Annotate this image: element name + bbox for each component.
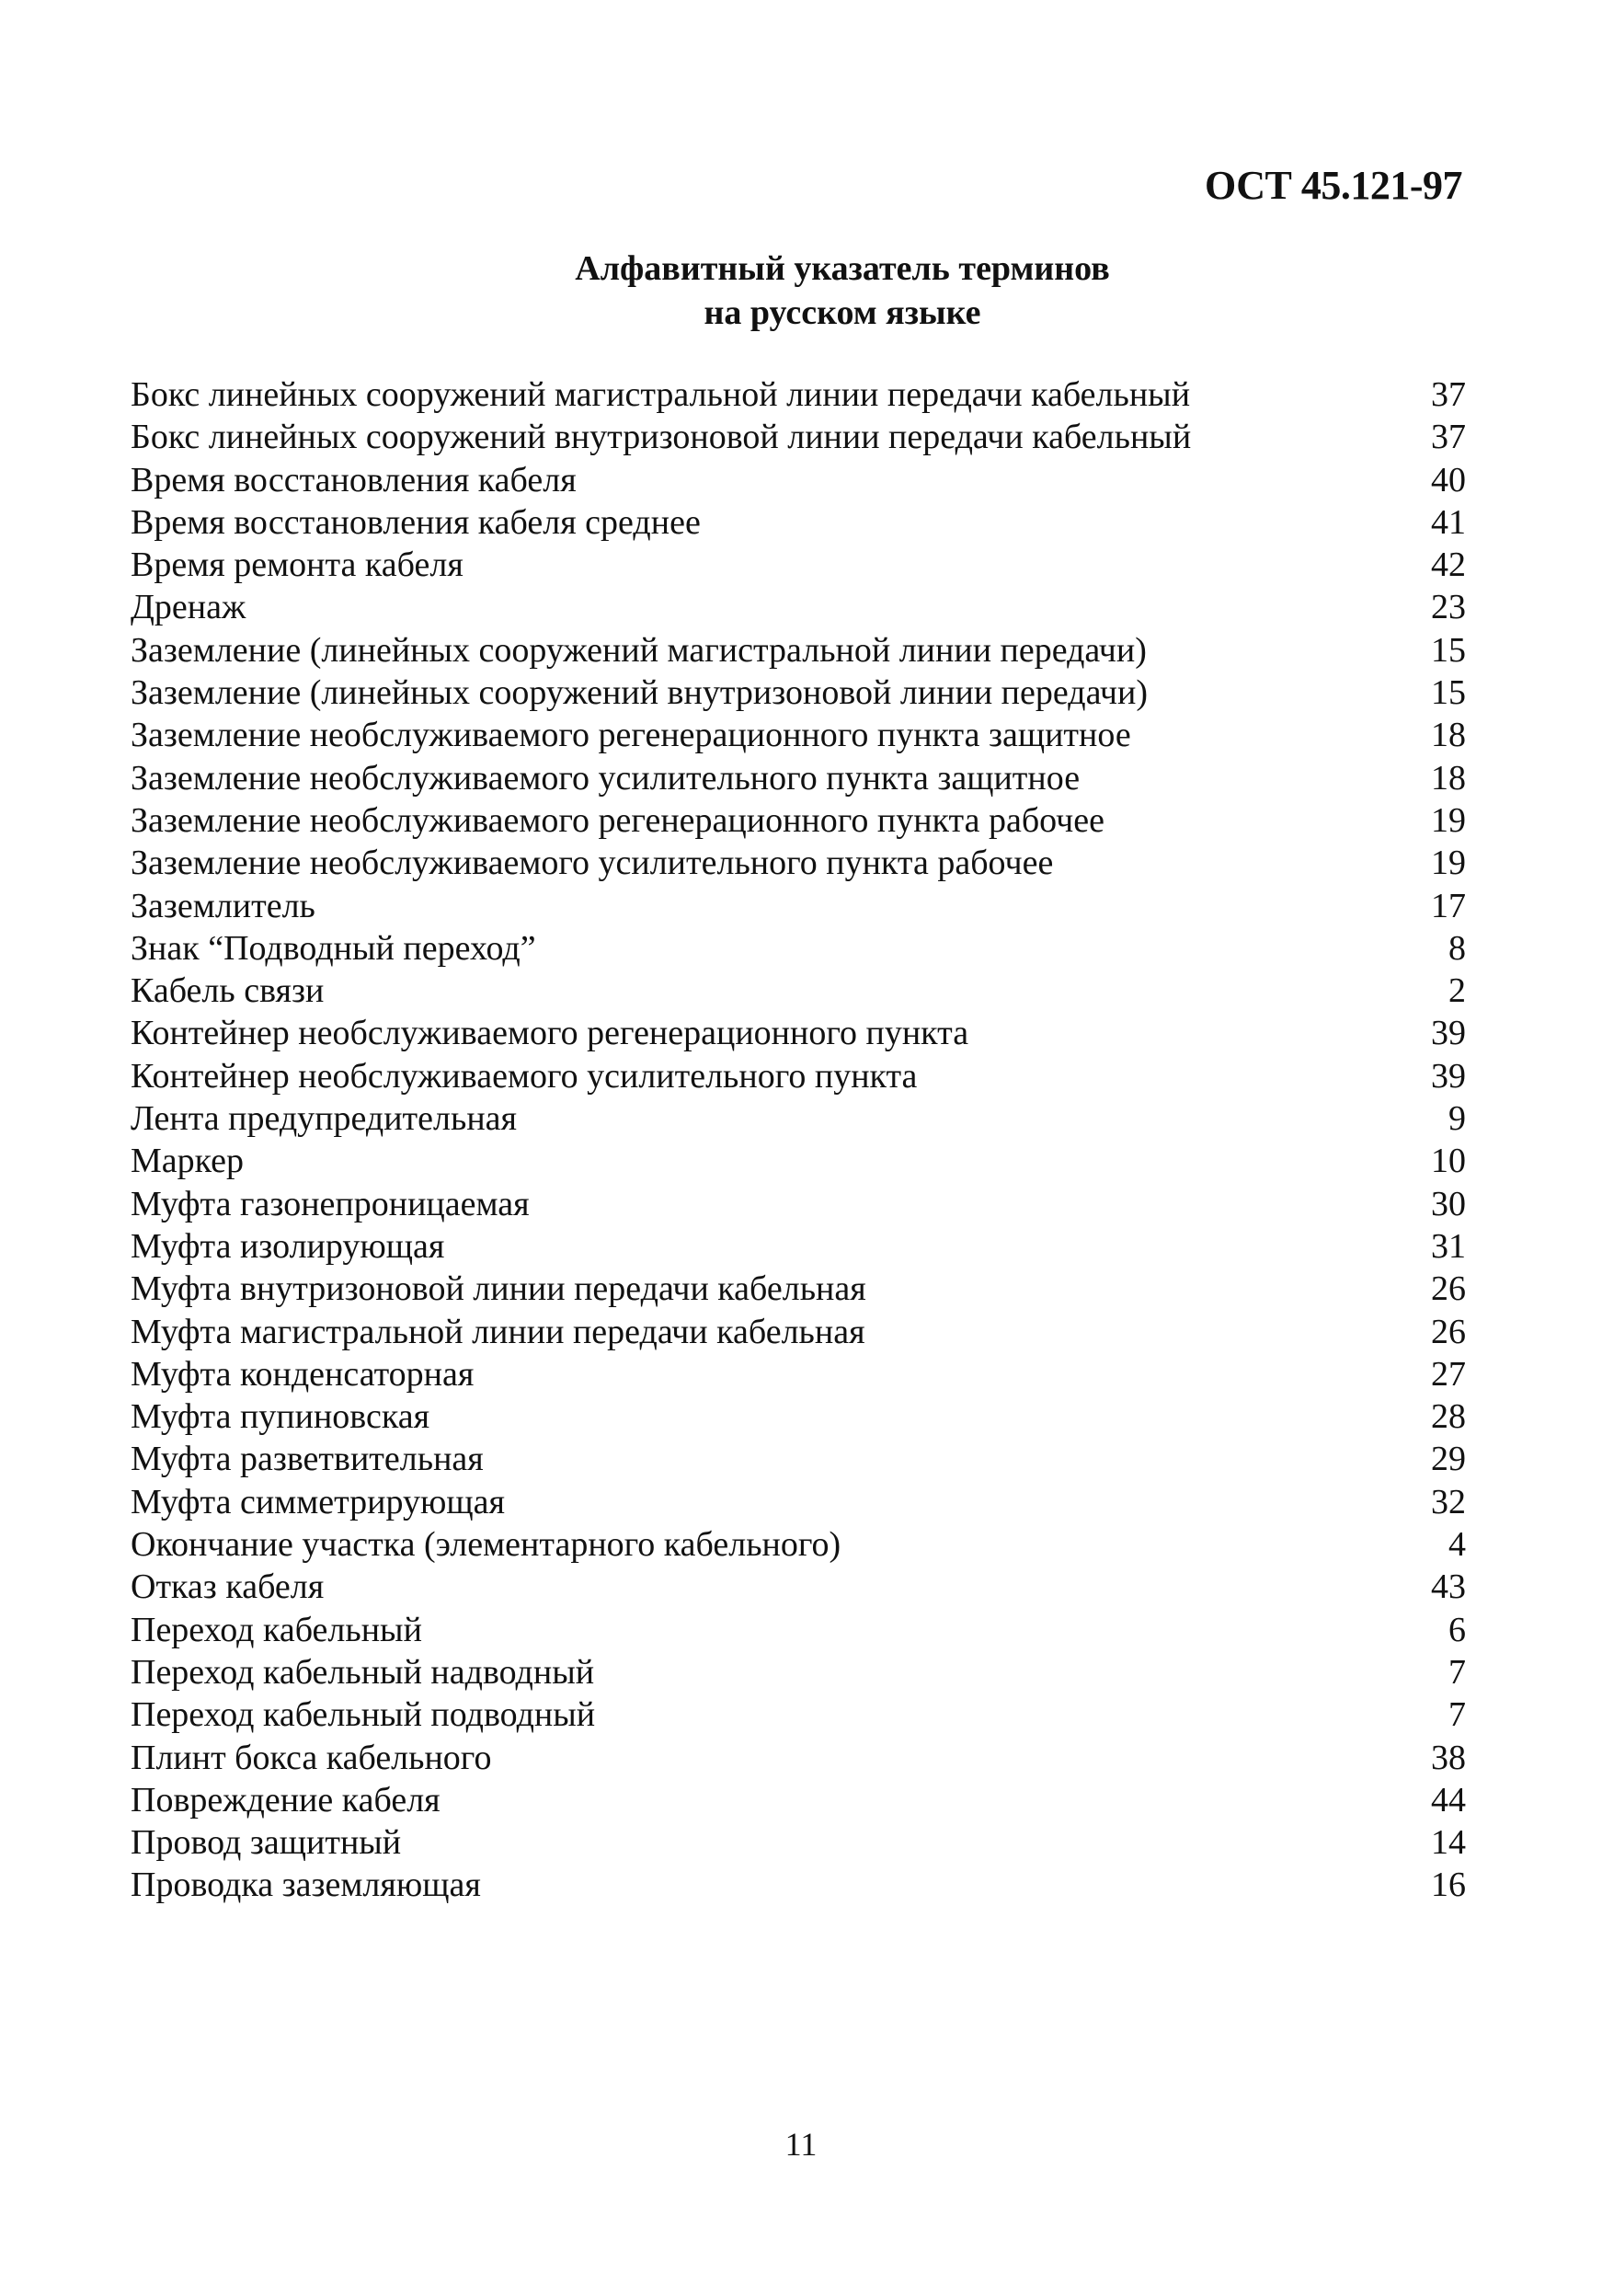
index-entry — [131, 1737, 1466, 1779]
index-entry-term: Переход кабельный надводный — [131, 1652, 595, 1692]
index-entry-page: 44 — [1431, 1780, 1466, 1820]
index-entry-term: Муфта пупиновская — [131, 1397, 430, 1437]
index-entry — [131, 1438, 1466, 1480]
index-entry — [131, 1693, 1466, 1736]
document-code: ОСТ 45.121-97 — [1204, 163, 1462, 208]
index-title: Алфавитный указатель терминов — [575, 249, 1110, 288]
index-entry — [131, 1566, 1466, 1608]
index-entry — [131, 416, 1466, 458]
index-entry-page: 40 — [1431, 460, 1466, 499]
index-entry — [131, 672, 1466, 714]
index-entry — [131, 544, 1466, 586]
index-entry — [131, 1097, 1466, 1140]
index-entry — [131, 1395, 1466, 1438]
index-entry-page: 9 — [1448, 1099, 1466, 1139]
index-entry-page: 39 — [1431, 1056, 1466, 1096]
index-entry-page: 17 — [1431, 886, 1466, 925]
index-entry — [131, 1779, 1466, 1821]
index-entry-term: Контейнер необслуживаемого регенерационного пункта — [131, 1014, 969, 1053]
index-entry — [131, 501, 1466, 544]
index-entry-page: 19 — [1431, 800, 1466, 840]
index-entry-term: Контейнер необслуживаемого усилительного пункта — [131, 1056, 918, 1096]
index-entry — [131, 373, 1466, 416]
index-entry-term: Повреждение кабеля — [131, 1780, 441, 1820]
index-entry-term: Заземление необслуживаемого регенерационного пункта рабочее — [131, 800, 1105, 840]
index-entry-term: Муфта конденсаторная — [131, 1354, 475, 1394]
index-entry — [131, 1523, 1466, 1566]
index-entry-term: Заземление необслуживаемого регенерационного пункта защитное — [131, 716, 1131, 755]
index-entry-page: 7 — [1448, 1695, 1466, 1735]
index-entry — [131, 1609, 1466, 1651]
index-entry-page: 23 — [1431, 588, 1466, 627]
index-entry-term: Кабель связи — [131, 971, 325, 1011]
index-entry — [131, 459, 1466, 501]
index-entry-page: 7 — [1448, 1652, 1466, 1692]
index-entry-term: Плинт бокса кабельного — [131, 1738, 492, 1777]
index-entry-term: Окончание участка (элементарного кабельного) — [131, 1525, 841, 1565]
index-entry-page: 39 — [1431, 1014, 1466, 1053]
index-entry-term: Заземлитель — [131, 886, 315, 925]
index-entry-term: Заземление необслуживаемого усилительного пункта защитное — [131, 758, 1081, 798]
index-entry-term: Переход кабельный подводный — [131, 1695, 596, 1735]
index-entry — [131, 1012, 1466, 1054]
index-entry-term: Бокс линейных сооружений внутризоновой линии передачи кабельный — [131, 418, 1192, 457]
index-entry-term: Знак “Подводный переход” — [131, 928, 536, 968]
index-entry — [131, 1864, 1466, 1906]
index-entry-term: Заземление необслуживаемого усилительного пункта рабочее — [131, 844, 1054, 883]
index-entry-page: 26 — [1431, 1269, 1466, 1309]
index-entry — [131, 1055, 1466, 1097]
index-entry-page: 6 — [1448, 1610, 1466, 1649]
index-entry-page: 2 — [1448, 971, 1466, 1011]
index-entry-page: 30 — [1431, 1184, 1466, 1223]
index-entry-term: Муфта магистральной линии передачи кабельная — [131, 1312, 865, 1351]
index-entry — [131, 714, 1466, 756]
index-entry-term: Муфта симметрирующая — [131, 1482, 506, 1521]
index-heading — [0, 247, 1602, 335]
index-entry-page: 26 — [1431, 1312, 1466, 1351]
index-entry-term: Время ремонта кабеля — [131, 545, 463, 585]
index-entry — [131, 1311, 1466, 1353]
index-entry-term: Проводка заземляющая — [131, 1866, 481, 1905]
index-entry-term: Заземление (линейных сооружений внутризоновой линии передачи) — [131, 673, 1149, 713]
index-entry — [131, 799, 1466, 842]
index-entry-page: 43 — [1431, 1567, 1466, 1607]
index-entry-term: Заземление (линейных сооружений магистральной линии передачи) — [131, 630, 1147, 670]
index-entry-term: Переход кабельный — [131, 1610, 422, 1649]
index-entry-term: Бокс линейных сооружений магистральной линии передачи кабельный — [131, 375, 1191, 414]
index-entry-term: Время восстановления кабеля — [131, 460, 577, 499]
index-entry-page: 29 — [1431, 1440, 1466, 1479]
index-entry-term: Муфта внутризоновой линии передачи кабельная — [131, 1269, 866, 1309]
index-entry-term: Лента предупредительная — [131, 1099, 518, 1139]
index-entry — [131, 1481, 1466, 1523]
index-entry-term: Провод защитный — [131, 1823, 402, 1863]
index-entry-page: 10 — [1431, 1142, 1466, 1181]
index-entry — [131, 842, 1466, 884]
index-entry — [131, 586, 1466, 628]
index-entry-term: Дренаж — [131, 588, 246, 627]
index-entry — [131, 1821, 1466, 1864]
index-entry-page: 8 — [1448, 928, 1466, 968]
index-subtitle: на русском языке — [704, 293, 981, 332]
index-entry-page: 14 — [1431, 1823, 1466, 1863]
index-entry-term: Муфта газонепроницаемая — [131, 1184, 530, 1223]
index-entry — [131, 970, 1466, 1012]
index-entry-page: 18 — [1431, 758, 1466, 798]
index-entry — [131, 885, 1466, 927]
index-entry — [131, 1225, 1466, 1268]
index-entry — [131, 757, 1466, 799]
index-entry-page: 27 — [1431, 1354, 1466, 1394]
term-index-list — [131, 373, 1466, 1907]
index-entry-page: 19 — [1431, 844, 1466, 883]
index-entry — [131, 1140, 1466, 1182]
index-entry-page: 28 — [1431, 1397, 1466, 1437]
index-entry — [131, 927, 1466, 970]
index-entry-page: 15 — [1431, 673, 1466, 713]
index-entry — [131, 1353, 1466, 1395]
index-entry-page: 32 — [1431, 1482, 1466, 1521]
index-entry-page: 16 — [1431, 1866, 1466, 1905]
index-entry-page: 37 — [1431, 418, 1466, 457]
index-entry-term: Муфта изолирующая — [131, 1226, 445, 1266]
index-entry-term: Отказ кабеля — [131, 1567, 325, 1607]
index-entry — [131, 1268, 1466, 1310]
index-entry-page: 41 — [1431, 502, 1466, 542]
index-entry — [131, 1183, 1466, 1225]
index-entry — [131, 1651, 1466, 1693]
index-entry-page: 38 — [1431, 1738, 1466, 1777]
index-entry-term: Муфта разветвительная — [131, 1440, 484, 1479]
index-entry-page: 4 — [1448, 1525, 1466, 1565]
page-number: 11 — [784, 2126, 818, 2163]
index-entry-page: 15 — [1431, 630, 1466, 670]
index-entry-page: 37 — [1431, 375, 1466, 414]
index-entry-page: 42 — [1431, 545, 1466, 585]
index-entry-term: Маркер — [131, 1142, 245, 1181]
index-entry-page: 31 — [1431, 1226, 1466, 1266]
index-entry-term: Время восстановления кабеля среднее — [131, 502, 701, 542]
index-entry-page: 18 — [1431, 716, 1466, 755]
index-entry — [131, 629, 1466, 672]
